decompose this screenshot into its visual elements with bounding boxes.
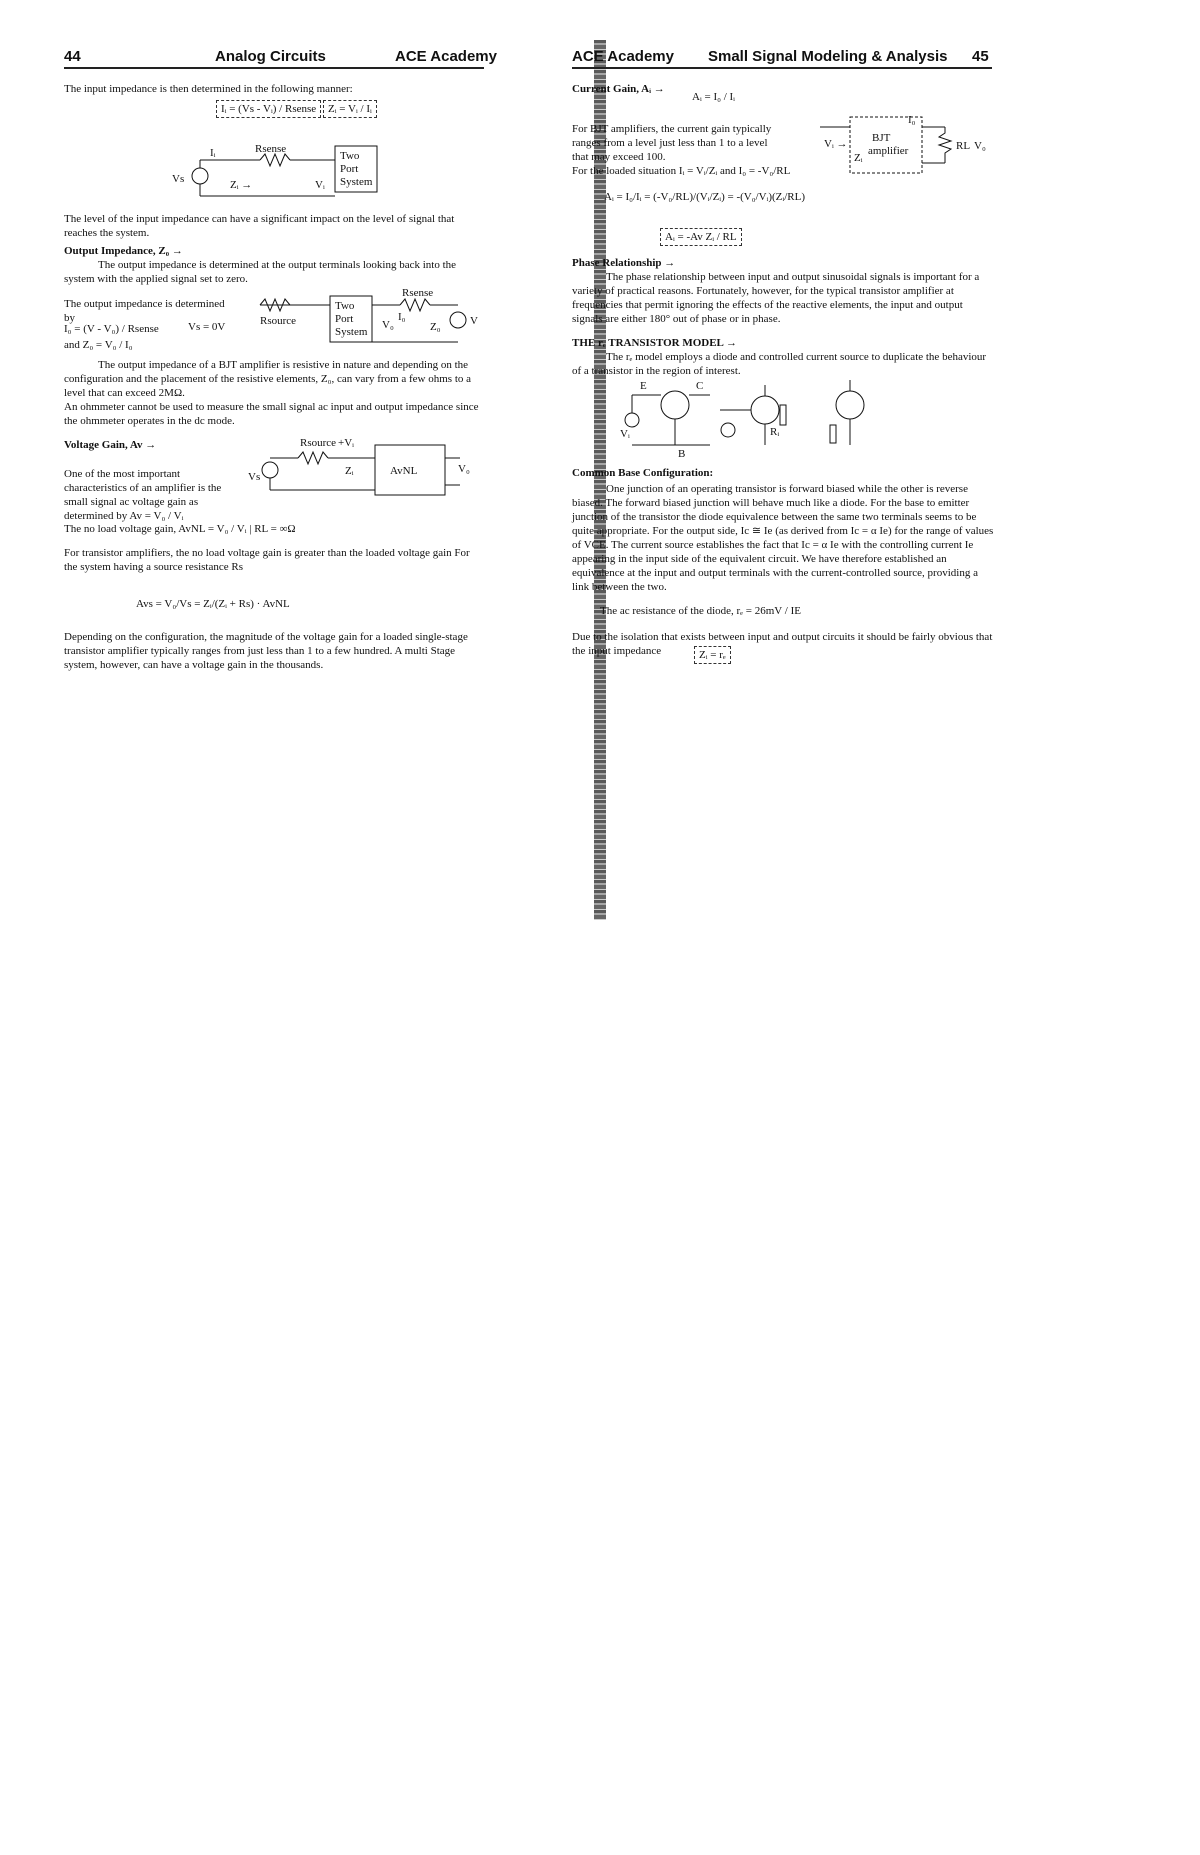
- avs-formula: Avs = V₀/Vs = Zᵢ/(Zᵢ + Rs) · AvNL: [136, 598, 290, 610]
- fig1-zi-label: Zᵢ →: [230, 179, 253, 191]
- input-formula-ii: Iᵢ = (Vs - Vᵢ) / Rsense: [216, 100, 321, 118]
- fig3-vi-label: +Vᵢ: [338, 437, 354, 449]
- fig4-vo-label: V₀: [974, 140, 986, 152]
- phase-heading: Phase Relationship →: [572, 257, 676, 269]
- ai-result: Aᵢ = -Av Zᵢ / RL: [660, 228, 742, 246]
- bjt-output-text: The output impedance of a BJT amplifier is resistive in nature and depending on the configuration and the placement of the resistive elements, Z₀, can vary from a few ohms to a level that can exceed 2MΩ.: [64, 359, 472, 399]
- fig3-avnl-label: AvNL: [390, 465, 418, 477]
- fig2-box-2: Port: [335, 313, 354, 325]
- fig2-rsense-label: Rsense: [402, 287, 434, 299]
- re-model-circuits: [620, 375, 900, 465]
- right-page: [572, 0, 1200, 1855]
- fig3-vo-label: V₀: [458, 463, 470, 475]
- fig3-zi-label: Zᵢ: [345, 465, 354, 477]
- fig5-ri-label: Rᵢ: [770, 426, 780, 438]
- fig4-box-1: BJT: [872, 132, 891, 144]
- isolation-text: Due to the isolation that exists between input and output circuits it should be fairly obvious that the input impedance: [572, 631, 993, 657]
- header-rule: [64, 67, 484, 69]
- output-text: The output impedance is determined at the output terminals looking back into the system with the applied signal set to zero.: [64, 259, 457, 285]
- bjt-text: For BJT amplifiers, the current gain typically ranges from a level just less than 1 to a level that may exceed 100.: [572, 123, 772, 163]
- re-heading: THE rₑ TRANSISTOR MODEL →: [572, 337, 738, 349]
- fig1-rsense-label: Rsense: [255, 143, 287, 155]
- current-gain-formula: Aᵢ = I₀ / Iᵢ: [692, 91, 735, 103]
- fig2-z0-label: Z₀: [430, 321, 441, 333]
- input-formula-zi: Zᵢ = Vᵢ / Iᵢ: [323, 100, 377, 118]
- fig1-box-1: Two: [340, 150, 360, 162]
- fig1-vi-label: Vᵢ: [315, 179, 325, 191]
- fig4-zi-label: Zᵢ: [854, 152, 863, 164]
- page-number: 44: [64, 48, 81, 65]
- fig5-b-label: B: [678, 448, 686, 460]
- ohmmeter-text: An ohmmeter cannot be used to measure the small signal ac input and output impedance since the ohmmeter operates in the dc mode.: [64, 401, 479, 427]
- output-det-text: The output impedance is determined by: [64, 298, 225, 324]
- cb-text: One junction of an operating transistor is forward biased while the other is reverse biased. The forward biased junction will behave much like a diode. For the base to emitter junction of the transistor the diode equivalence between the same two terminals seems to be quite appropriate. For the output side, Ic ≅ Ie (as derived from Ic = α Ie) for the range of values of VCE. The current source establishes the fact that Ic = α Ie with the controlling current Ie appearing in the input side of the equivalent circuit. We have therefore established an equivalence at the input and output terminals with the current-controlled source, providing a link between the two.: [572, 483, 994, 593]
- fig1-vs-label: Vs: [172, 173, 185, 185]
- voltage-text: One of the most important characteristics of an amplifier is the small signal ac voltage gain as determined by Av = V₀ / Vᵢ: [64, 468, 222, 522]
- cb-heading: Common Base Configuration:: [572, 467, 714, 479]
- re-formula: The ac resistance of the diode, rₑ = 26mV / IE: [600, 605, 801, 617]
- publisher: ACE Academy: [572, 48, 674, 65]
- loaded-text: For the loaded situation Iᵢ = Vᵢ/Zᵢ and I₀ = -V₀/RL: [572, 165, 791, 177]
- fig3-rsource-label: Rsource: [300, 437, 337, 449]
- fig3-vs-label: Vs: [248, 471, 261, 483]
- fig4-box-2: amplifier: [868, 145, 909, 157]
- fig1-box-2: Port: [340, 163, 359, 175]
- chapter-title: Small Signal Modeling & Analysis: [708, 48, 948, 65]
- output-impedance-circuit: [188, 287, 490, 350]
- fig2-i0-label: I₀: [398, 311, 406, 323]
- header-rule: [572, 67, 992, 69]
- fig2-box-3: System: [335, 326, 368, 338]
- current-gain-heading: Current Gain, Aᵢ →: [572, 83, 665, 95]
- intro-text: The input impedance is then determined in the following manner:: [64, 83, 353, 95]
- isolation-formula: Zᵢ = rₑ: [694, 646, 731, 664]
- publisher: ACE Academy: [395, 48, 497, 65]
- output-formula-io: I₀ = (V - V₀) / Rsense: [64, 323, 159, 335]
- input-level-text: The level of the input impedance can have a significant impact on the level of signal that reaches the system.: [64, 213, 455, 239]
- fig2-v-label: V: [470, 315, 478, 327]
- voltage-gain-circuit: [240, 437, 490, 510]
- no-load-text: The no load voltage gain, AvNL = V₀ / Vᵢ | RL = ∞Ω: [64, 523, 296, 535]
- ai-derivation: Aᵢ = I₀/Iᵢ = (-V₀/RL)/(Vᵢ/Zᵢ) = -(V₀/Vᵢ)(Zᵢ/RL): [604, 191, 805, 203]
- transistor-text: For transistor amplifiers, the no load voltage gain is greater than the loaded voltage gain For the system having a source resistance Rs: [64, 547, 470, 573]
- bjt-amplifier-circuit: [810, 115, 1000, 185]
- input-impedance-circuit: [172, 140, 390, 210]
- book-title: Analog Circuits: [215, 48, 326, 65]
- fig5-vi-label: Vᵢ: [620, 428, 630, 440]
- output-formula-z0: and Z₀ = V₀ / I₀: [64, 339, 133, 351]
- fig2-box-1: Two: [335, 300, 355, 312]
- re-text: The rₑ model employs a diode and controlled current source to duplicate the behaviour of a transistor in the region of interest.: [572, 351, 987, 377]
- page-number: 45: [972, 48, 989, 65]
- fig4-rl-label: RL: [956, 140, 971, 152]
- fig5-e-label: E: [640, 380, 647, 392]
- phase-text: The phase relationship between input and output sinusoidal signals is important for a variety of practical reasons. Fortunately, however, for the typical transistor amplifier at frequencies that permit ignoring the effects of the reactive elements, the input and output signals are either 180° out of phase or in phase.: [572, 271, 980, 325]
- voltage-heading: Voltage Gain, Av →: [64, 439, 157, 451]
- output-heading: Output Impedance, Z₀ →: [64, 245, 183, 257]
- depending-text: Depending on the configuration, the magnitude of the voltage gain for a loaded single-stage transistor amplifier typically ranges from just less than 1 to a few hundred. A multi Stage system, however, can have a voltage gain in the thousands.: [64, 631, 468, 671]
- fig5-c-label: C: [696, 380, 704, 392]
- fig2-rsource-label: Rsource: [260, 315, 297, 327]
- fig4-vi-label: Vᵢ →: [824, 138, 848, 150]
- fig2-vs0-label: Vs = 0V: [188, 321, 226, 333]
- fig1-ii-label: Iᵢ: [210, 147, 216, 159]
- fig1-box-3: System: [340, 176, 373, 188]
- fig4-io-label: I₀: [908, 114, 916, 126]
- fig2-v0-label: V₀: [382, 319, 394, 331]
